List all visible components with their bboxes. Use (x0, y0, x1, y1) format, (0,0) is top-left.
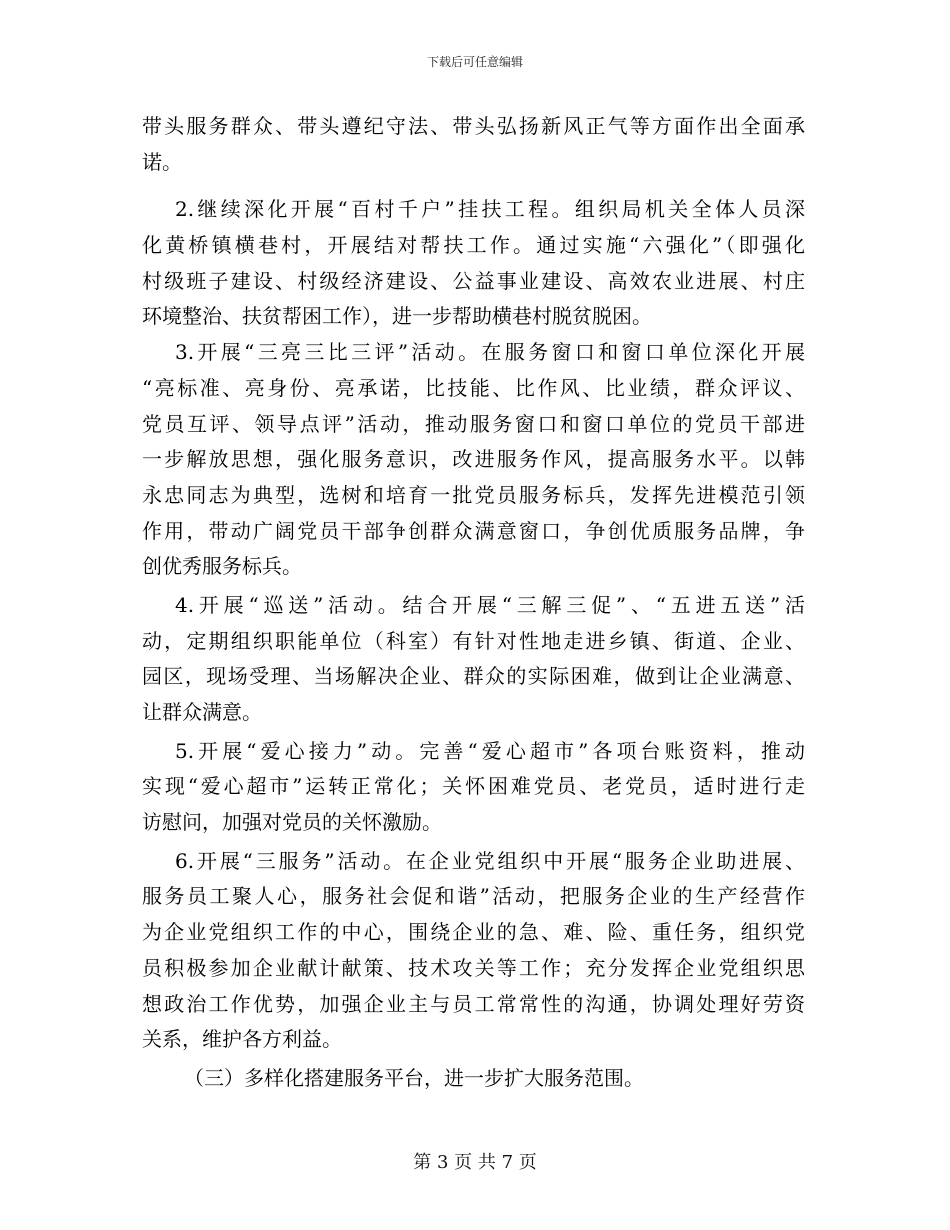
paragraph-item-5 (142, 734, 805, 841)
text-line: 服务员工聚人心，服务社会促和谐”活动，把服务企业的生产经营作 (142, 884, 805, 909)
section-heading-3 (142, 1061, 805, 1097)
text-line: “亮标准、亮身份、亮承诺，比技能、比作风、比业绩，群众评议、 (142, 375, 805, 400)
document-body (142, 109, 805, 1097)
text-line: 2.继续深化开展“百村千户”挂扶工程。组织局机关全体人员深 (175, 197, 805, 222)
text-line: 访慰问，加强对党员的关怀激励。 (142, 810, 442, 835)
text-line: 实现“爱心超市”运转正常化；关怀困难党员、老党员，适时进行走 (142, 774, 805, 799)
text-line: 6.开展“三服务”活动。在企业党组织中开展“服务企业助进展、 (175, 848, 805, 873)
text-line: 员积极参加企业献计献策、技术攻关等工作；充分发挥企业党组织思 (142, 955, 805, 980)
text-line: （三）多样化搭建服务平台，进一步扩大服务范围。 (184, 1065, 644, 1090)
text-line: 想政治工作优势，加强企业主与员工常常性的沟通，协调处理好劳资 (142, 991, 805, 1016)
text-line: 作用，带动广阔党员干部争创群众满意窗口，争创优质服务品牌，争 (142, 518, 805, 543)
text-line: 3.开展“三亮三比三评”活动。在服务窗口和窗口单位深化开展 (175, 340, 805, 365)
page-header-note: 下载后可任意编辑 (426, 55, 523, 69)
text-line: 诺。 (142, 149, 182, 174)
text-line: 关系，维护各方利益。 (142, 1027, 342, 1052)
text-line: 党员互评、领导点评”活动，推动服务窗口和窗口单位的党员干部进 (142, 411, 805, 436)
text-line: 为企业党组织工作的中心，围绕企业的急、难、险、重任务，组织党 (142, 920, 805, 945)
text-line: 环境整治、扶贫帮困工作），进一步帮助横巷村脱贫脱困。 (142, 304, 652, 329)
text-line: 村级班子建设、村级经济建设、公益事业建设、高效农业进展、村庄 (142, 268, 805, 293)
text-line: 创优秀服务标兵。 (142, 554, 302, 579)
paragraph-item-6 (142, 844, 805, 1058)
paragraph-continuation (142, 109, 805, 180)
text-line: 让群众满意。 (142, 700, 262, 724)
text-line: 永忠同志为典型，选树和培育一批党员服务标兵，发挥先进模范引领 (142, 482, 805, 507)
text-line: 5.开展“爱心接力”动。完善“爱心超市”各项台账资料，推动 (175, 738, 805, 763)
paragraph-item-3 (142, 335, 805, 585)
paragraph-item-4 (142, 588, 805, 731)
page-number-footer: 第 3 页 共 7 页 (413, 1152, 537, 1173)
text-line: 园区，现场受理、当场解决企业、群众的实际困难，做到让企业满意、 (142, 664, 805, 689)
text-line: 一步解放思想，强化服务意识，改进服务作风，提高服务水平。以韩 (142, 447, 805, 472)
text-line: 带头服务群众、带头遵纪守法、带头弘扬新风正气等方面作出全面承 (142, 114, 805, 138)
text-line: 4.开展“巡送”活动。结合开展“三解三促”、“五进五送”活 (175, 592, 805, 617)
text-line: 动，定期组织职能单位（科室）有针对性地走进乡镇、街道、企业、 (142, 628, 805, 653)
paragraph-item-2 (142, 192, 805, 335)
text-line: 化黄桥镇横巷村，开展结对帮扶工作。通过实施“六强化”（即强化 (142, 233, 805, 258)
